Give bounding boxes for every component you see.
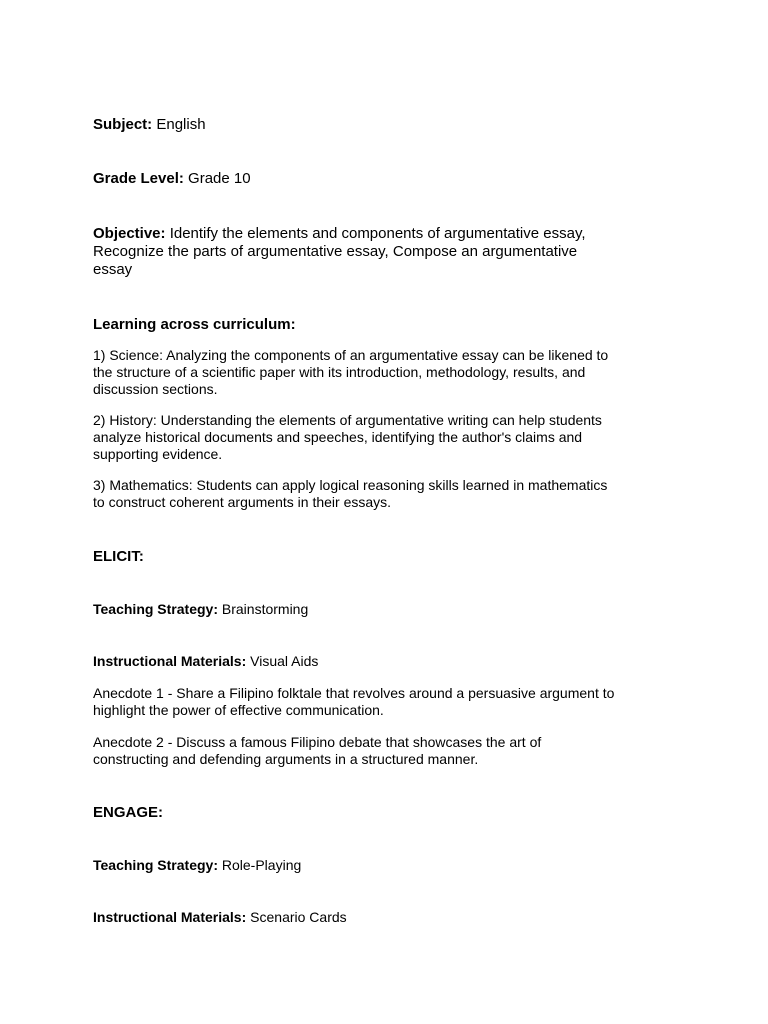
engage-heading: ENGAGE: xyxy=(93,804,164,821)
learning-item-line: analyze historical documents and speeches, identifying the author's claims and xyxy=(93,429,583,445)
objective-line-2: Recognize the parts of argumentative essay, Compose an argumentative xyxy=(93,243,578,260)
grade-level-value: Grade 10 xyxy=(183,170,251,187)
learning-heading: Learning across curriculum: xyxy=(93,316,296,333)
anecdote-2 xyxy=(93,734,693,768)
objective-line-3: essay xyxy=(93,261,133,278)
elicit-materials-line xyxy=(93,653,693,670)
engage-strategy-value: Role-Playing xyxy=(218,857,302,873)
learning-item-line: supporting evidence. xyxy=(93,446,223,462)
learning-item-line: 3) Mathematics: Students can apply logical reasoning skills learned in mathematics xyxy=(93,477,608,493)
grade-level-label: Grade Level: xyxy=(93,170,184,187)
engage-materials-value: Scenario Cards xyxy=(246,909,347,925)
elicit-materials-value: Visual Aids xyxy=(246,653,319,669)
engage-materials-line xyxy=(93,909,693,926)
learning-item-line: the structure of a scientific paper with its introduction, methodology, results, and xyxy=(93,364,586,380)
elicit-strategy-value: Brainstorming xyxy=(218,601,309,617)
grade-level-line xyxy=(93,170,693,188)
learning-item-line: to construct coherent arguments in their essays. xyxy=(93,494,392,510)
engage-materials-label: Instructional Materials: xyxy=(93,909,247,925)
objective-line-1 xyxy=(93,225,693,243)
elicit-strategy-label: Teaching Strategy: xyxy=(93,601,218,617)
anecdote-line: constructing and defending arguments in a structured manner. xyxy=(93,751,479,767)
subject-value: English xyxy=(152,116,206,133)
elicit-materials-label: Instructional Materials: xyxy=(93,653,247,669)
anecdote-line: highlight the power of effective communication. xyxy=(93,702,384,718)
anecdote-line: Anecdote 1 - Share a Filipino folktale that revolves around a persuasive argument to xyxy=(93,685,615,701)
subject-label: Subject: xyxy=(93,116,153,133)
subject-line xyxy=(93,116,693,134)
anecdote-line: Anecdote 2 - Discuss a famous Filipino debate that showcases the art of xyxy=(93,734,542,750)
engage-strategy-label: Teaching Strategy: xyxy=(93,857,218,873)
objective-text-1: Identify the elements and components of argumentative essay, xyxy=(165,225,586,242)
learning-item-science xyxy=(93,347,693,398)
learning-item-line: 2) History: Understanding the elements of argumentative writing can help students xyxy=(93,412,602,428)
learning-item-history xyxy=(93,412,693,463)
elicit-heading: ELICIT: xyxy=(93,548,144,565)
learning-item-line: discussion sections. xyxy=(93,381,218,397)
learning-item-mathematics xyxy=(93,477,693,511)
learning-item-line: 1) Science: Analyzing the components of an argumentative essay can be likened to xyxy=(93,347,609,363)
objective-label: Objective: xyxy=(93,225,166,242)
anecdote-1 xyxy=(93,685,693,719)
elicit-strategy-line xyxy=(93,601,693,618)
engage-strategy-line xyxy=(93,857,693,874)
